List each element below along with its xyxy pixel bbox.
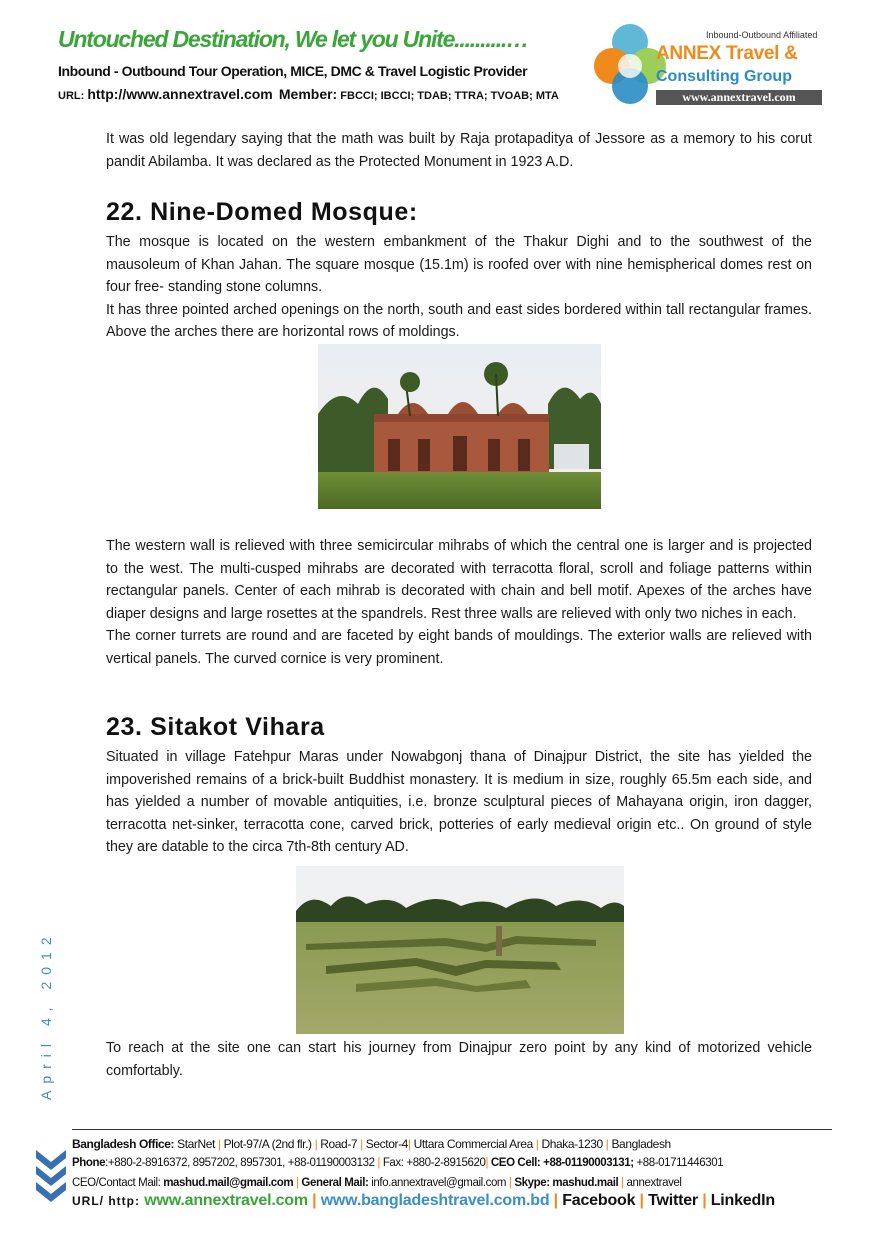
- url-label: URL:: [58, 90, 85, 102]
- skype-label: Skype:: [514, 1177, 550, 1189]
- footer-divider: [72, 1129, 832, 1130]
- nine-domed-mosque-photo: [318, 344, 601, 509]
- section-paragraph: The corner turrets are round and are faceted by eight bands of mouldings. The exterior walls are relieved with vertical panels. The curved cornice is very prominent.: [106, 628, 812, 667]
- ceo-cell-label: CEO Cell: [490, 1157, 537, 1169]
- logo-name-line1: ANNEX Travel &: [656, 43, 798, 64]
- office-label: Bangladesh Office:: [72, 1137, 175, 1151]
- office-part: Plot-97/A (2nd flr.): [223, 1137, 312, 1151]
- skype-id[interactable]: mashud.mail: [552, 1177, 619, 1189]
- section-sitakot-vihara: [106, 713, 812, 859]
- skype-id-2[interactable]: annextravel: [626, 1177, 682, 1189]
- general-mail-link[interactable]: info.annextravel@gmail.com: [371, 1177, 507, 1189]
- footer-link-facebook[interactable]: Facebook: [562, 1192, 636, 1209]
- section-paragraph: The western wall is relieved with three semicircular mihrabs of which the central one is larger and is projected to the west. The multi-cusped mihrabs are decorated with terracotta floral, scroll and foliage patterns within rectangular panels. Center of each mihrab is decorated with chain and bell motif. Apexes of the arches have diaper designs and large rosettes at the spandrels. Rest three walls are relieved with only two niches in each.: [106, 538, 812, 622]
- chevron-down-icon: [34, 1148, 68, 1204]
- ceo-cell-number-2: +88-01711446301: [636, 1157, 724, 1169]
- general-mail-label: General Mail:: [301, 1177, 369, 1189]
- header-subtitle: Inbound - Outbound Tour Operation, MICE, DMC & Travel Logistic Provider: [58, 63, 528, 79]
- sitakot-vihara-photo: [296, 866, 624, 1034]
- logo-name-line2: Consulting Group: [656, 68, 792, 85]
- section-heading: 22. Nine-Domed Mosque:: [106, 198, 418, 226]
- section-paragraph: The mosque is located on the western embankment of the Thakur Dighi and to the southwest of the mausoleum of Khan Jahan. The square mosque (15.1m) is roofed over with nine hemispherical domes rest on four free- standing stone columns.: [106, 234, 812, 296]
- footer-office-line: Bangladesh Office: StarNet | Plot-97/A (2nd flr.) | Road-7 | Sector-4| Uttara Commercial Area | Dhaka-1230 | Bangladesh: [72, 1137, 671, 1151]
- section-paragraph: To reach at the site one can start his journey from Dinajpur zero point by any kind of motorized vehicle comfortably.: [106, 1040, 812, 1079]
- office-part: Uttara Commercial Area: [413, 1137, 533, 1151]
- section-paragraph: Situated in village Fatehpur Maras under Nowabgonj thana of Dinajpur District, the site has yielded the impoverished remains of a brick-built Buddhist monastery. It is medium in size, roughly 65.5m each side, and has yielded a number of movable antiquities, i.e. bronze sculptural pieces of Mahayana origin, iron dagger, terracotta net-sinker, terracotta cone, carved brick, potteries of early medieval origin etc.. On ground of style they are datable to the circa 7th-8th century AD.: [106, 749, 812, 856]
- header-url-link[interactable]: http://www.annextravel.com: [87, 86, 273, 102]
- section-nine-domed-mosque: [106, 198, 812, 344]
- office-part: Bangladesh: [611, 1137, 671, 1151]
- header-tagline: Untouched Destination, We let you Unite..........…: [58, 26, 528, 52]
- side-date: April 4, 2012: [38, 930, 54, 1100]
- footer-phone-line: Phone:+880-2-8916372, 8957202, 8957301, +88-01190003132 | Fax: +880-2-8915620| CEO Cell: +88-01190003131; +88-01711446301: [72, 1157, 724, 1169]
- intro-block: [106, 128, 812, 173]
- footer-link-annextravel[interactable]: www.annextravel.com: [144, 1192, 308, 1209]
- contact-mail-label: CEO/Contact Mail:: [72, 1177, 161, 1189]
- logo-website: www.annextravel.com: [656, 90, 822, 105]
- logo-affiliated-text: Inbound-Outbound Affiliated: [706, 30, 818, 40]
- section-nine-domed-mosque-continued: [106, 535, 812, 671]
- phone-numbers: :+880-2-8916372, 8957202, 8957301, +88-01190003132: [105, 1157, 375, 1169]
- section-heading: 23. Sitakot Vihara: [106, 713, 325, 741]
- footer-link-bangladeshtravel[interactable]: www.bangladeshtravel.com.bd: [320, 1192, 550, 1209]
- member-list: FBCCI; IBCCI; TDAB; TTRA; TVOAB; MTA: [340, 90, 559, 102]
- office-part: Road-7: [320, 1137, 358, 1151]
- fax-number: Fax: +880-2-8915620: [382, 1157, 486, 1169]
- phone-label: Phone: [72, 1157, 106, 1169]
- office-part: Sector-4: [365, 1137, 408, 1151]
- intro-paragraph: It was old legendary saying that the math was built by Raja protapaditya of Jessore as a memory to his corut pandit Abilamba. It was declared as the Protected Monument in 1923 A.D.: [106, 131, 812, 170]
- footer-link-twitter[interactable]: Twitter: [648, 1192, 698, 1209]
- ceo-cell-number: : +88-01190003131;: [536, 1157, 634, 1169]
- member-label: Member:: [278, 86, 338, 102]
- footer-mail-line: CEO/Contact Mail: mashud.mail@gmail.com | General Mail: info.annextravel@gmail.com | Skype: mashud.mail | annextravel: [72, 1177, 682, 1189]
- header-url-line: [58, 86, 559, 102]
- office-part: Dhaka-1230: [541, 1137, 603, 1151]
- footer-links-line: URL/ http: www.annextravel.com | www.bangladeshtravel.com.bd | Facebook | Twitter | LinkedIn: [72, 1192, 775, 1209]
- contact-mail-link[interactable]: mashud.mail@gmail.com: [163, 1177, 294, 1189]
- office-part: StarNet: [177, 1137, 215, 1151]
- section-paragraph: It has three pointed arched openings on the north, south and east sides bordered within tall rectangular frames. Above the arches there are horizontal rows of moldings.: [106, 301, 812, 341]
- footer-link-linkedin[interactable]: LinkedIn: [710, 1192, 775, 1209]
- section-sitakot-vihara-continued: [106, 1037, 812, 1082]
- footer-url-label: URL/ http:: [72, 1194, 140, 1208]
